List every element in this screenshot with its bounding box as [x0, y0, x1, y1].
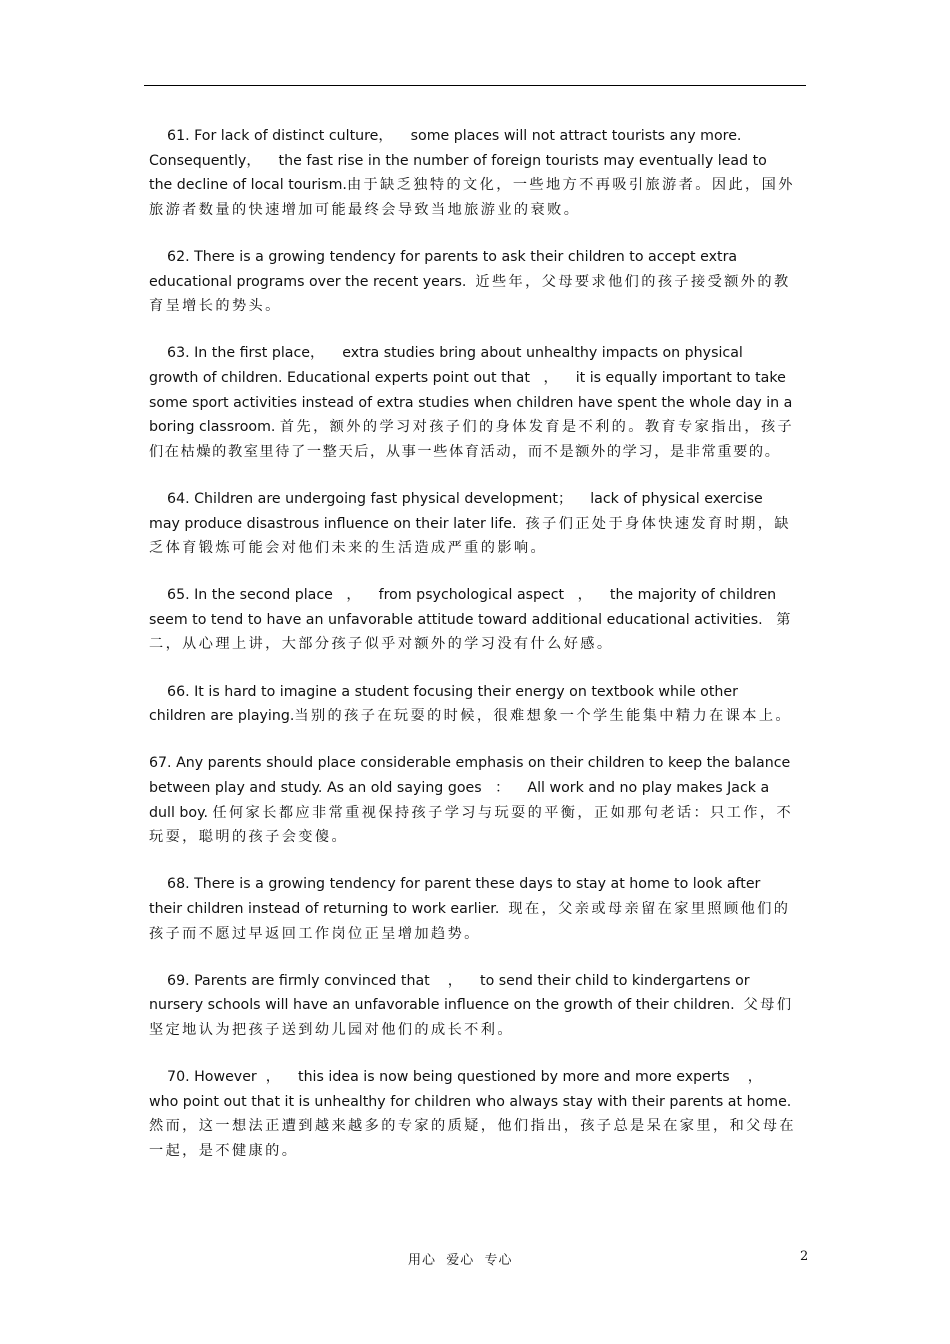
english-text: between play and study. As an old saying goes ： All work and no play makes Jack a: [149, 780, 770, 797]
paragraph-66: [149, 680, 804, 729]
english-text: 68. There is a growing tendency for parent these days to stay at home to look after: [149, 876, 761, 893]
chinese-translation: 坚定地认为把孩子送到幼儿园对他们的成长不利。: [149, 1021, 514, 1038]
chinese-translation: 近些年，父母要求他们的孩子接受额外的教: [475, 273, 791, 290]
header-rule: [144, 85, 806, 86]
page-number: 2: [800, 1249, 809, 1264]
english-text: 66. It is hard to imagine a student focusing their energy on textbook while other: [149, 683, 738, 700]
chinese-translation: 旅游者数量的快速增加可能最终会导致当地旅游业的衰败。: [149, 201, 581, 218]
paragraph-68: [149, 872, 804, 946]
english-text: 69. Parents are firmly convinced that ， to send their child to kindergartens or: [149, 972, 750, 989]
chinese-translation: 由于缺乏独特的文化，一些地方不再吸引旅游者。因此，国外: [346, 177, 795, 194]
chinese-translation: 玩耍，聪明的孩子会变傻。: [149, 829, 349, 846]
english-text: some sport activities instead of extra studies when children have spent the whole day in a: [149, 394, 793, 411]
english-text: the decline of local tourism.: [149, 177, 347, 194]
paragraph-67: [149, 751, 804, 849]
english-text: dull boy.: [149, 804, 213, 821]
chinese-translation: 然而，这一想法正遭到越来越多的专家的质疑，他们指出，孩子总是呆在家里，和父母在: [149, 1118, 796, 1135]
document-body: [149, 124, 804, 1186]
paragraph-61: [149, 124, 804, 222]
english-text: 61. For lack of distinct culture， some places will not attract tourists any more.: [149, 128, 742, 144]
english-text: Consequently， the fast rise in the number of foreign tourists may eventually lead to: [149, 152, 767, 169]
chinese-translation: 孩子而不愿过早返回工作岗位正呈增加趋势。: [149, 925, 481, 942]
paragraph-64: [149, 487, 804, 561]
chinese-translation: 二，从心理上讲，大部分孩子似乎对额外的学习没有什么好感。: [149, 636, 614, 653]
paragraph-65: [149, 583, 804, 657]
english-text: 63. In the first place， extra studies bring about unhealthy impacts on physical: [149, 345, 743, 362]
chinese-translation: 一起，是不健康的。: [149, 1142, 299, 1159]
english-text: may produce disastrous influence on their later life.: [149, 515, 526, 532]
english-text: 62. There is a growing tendency for parents to ask their children to accept extra: [149, 248, 738, 265]
paragraph-70: [149, 1065, 804, 1163]
english-text: growth of children. Educational experts point out that ， it is equally important to take: [149, 369, 786, 386]
chinese-translation: 第: [776, 611, 793, 628]
chinese-translation: 当别的孩子在玩耍的时候，很难想象一个学生能集中精力在课本上。: [294, 708, 793, 725]
paragraph-69: [149, 969, 804, 1043]
chinese-translation: 现在，父亲或母亲留在家里照顾他们的: [508, 901, 791, 917]
paragraph-62: [149, 245, 804, 319]
english-text: who point out that it is unhealthy for children who always stay with their parents at home.: [149, 1093, 792, 1110]
footer-motto: 用心 爱心 专心: [408, 1253, 513, 1268]
chinese-translation: 乏体育锻炼可能会对他们未来的生活造成严重的影响。: [149, 540, 548, 557]
chinese-translation: 育呈增长的势头。: [149, 298, 282, 315]
english-text: children are playing.: [149, 708, 295, 725]
english-text: 70. However ， this idea is now being questioned by more and more experts ，: [149, 1069, 762, 1086]
chinese-translation: 首先，额外的学习对孩子们的身体发育是不利的。教育专家指出，孩子: [279, 419, 795, 436]
english-text: their children instead of returning to work earlier.: [149, 901, 509, 917]
paragraph-63: [149, 341, 804, 464]
english-text: nursery schools will have an unfavorable influence on the growth of their children.: [149, 997, 744, 1014]
chinese-translation: 任何家长都应非常重视保持孩子学习与玩耍的平衡，正如那句老话：只工作，不: [212, 804, 794, 821]
chinese-translation: 父母们: [743, 997, 794, 1014]
english-text: seem to tend to have an unfavorable attitude toward additional educational activities.: [149, 611, 777, 628]
chinese-translation: 们在枯燥的教室里待了一整天后，从事一些体育活动，而不是额外的学习，是非常重要的。: [149, 443, 781, 460]
chinese-translation: 孩子们正处于身体快速发育时期，缺: [525, 515, 791, 532]
english-text: educational programs over the recent years.: [149, 273, 476, 290]
english-text: 64. Children are undergoing fast physical development； lack of physical exercise: [149, 490, 763, 507]
english-text: boring classroom.: [149, 419, 280, 436]
english-text: 67. Any parents should place considerable emphasis on their children to keep the balance: [149, 755, 791, 772]
english-text: 65. In the second place ， from psychological aspect ， the majority of children: [149, 587, 777, 604]
